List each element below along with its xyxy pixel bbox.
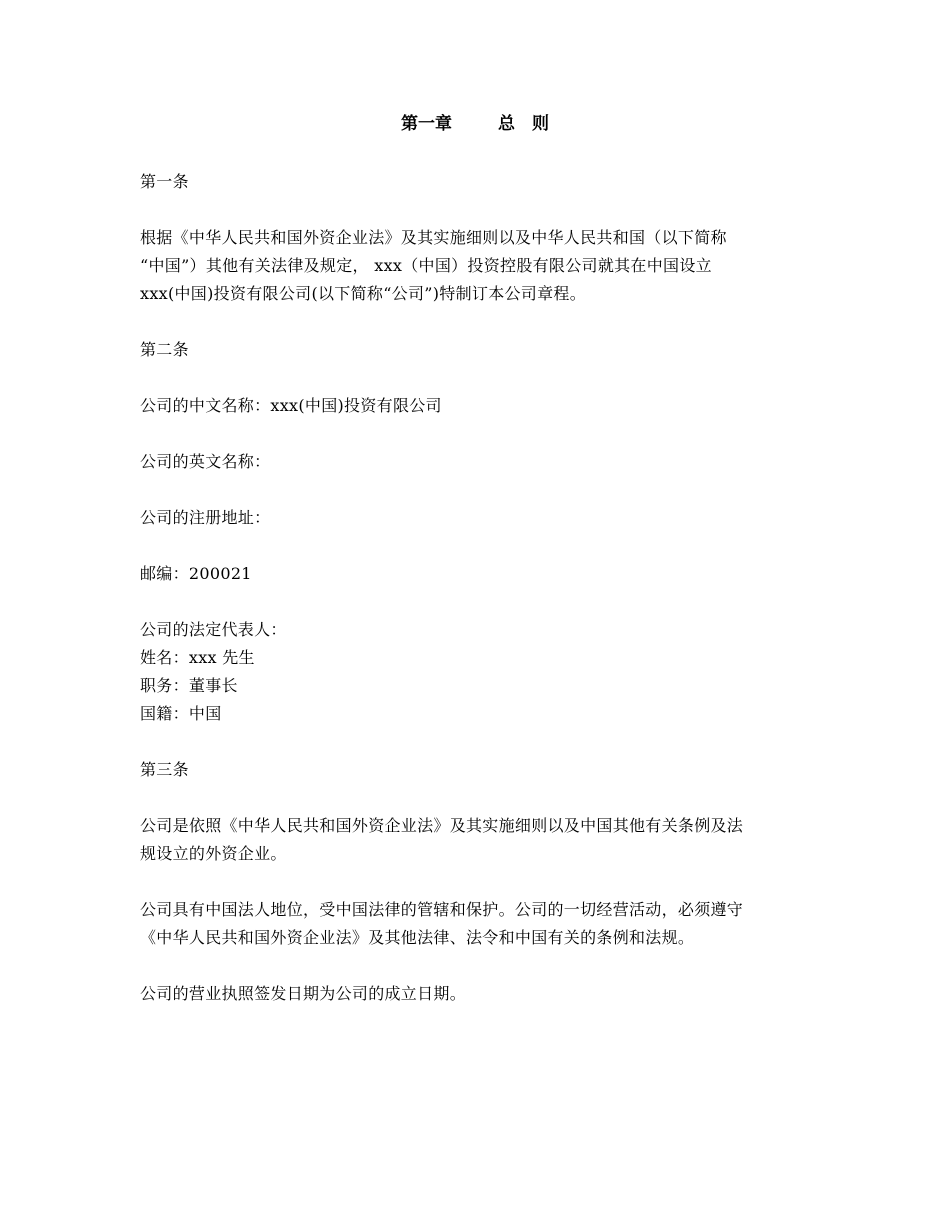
legal-representative-heading: 公司的法定代表人：	[140, 620, 287, 639]
article-3-p2-line-2: 《中华人民共和国外资企业法》及其他法律、法令和中国有关的条例和法规。	[140, 928, 695, 947]
representative-name: 姓名：xxx 先生	[140, 648, 255, 667]
registered-address: 公司的注册地址：	[140, 508, 271, 527]
article-3-paragraph-2	[140, 896, 820, 952]
representative-title: 职务：董事长	[140, 676, 238, 695]
representative-nationality: 国籍：中国	[140, 704, 222, 723]
chapter-name: 总 则	[498, 114, 549, 134]
chapter-title	[0, 112, 950, 136]
article-1-heading: 第一条	[140, 172, 189, 191]
article-3-p1-line-1: 公司是依照《中华人民共和国外资企业法》及其实施细则以及中国其他有关条例及法	[140, 816, 744, 835]
article-2-heading: 第二条	[140, 340, 189, 359]
chapter-number: 第一章	[401, 114, 452, 134]
postcode: 邮编：200021	[140, 564, 252, 583]
legal-representative	[140, 616, 820, 728]
article-1-line-3: xxx(中国)投资有限公司(以下简称“公司”)特制订本公司章程。	[140, 284, 586, 303]
article-3-paragraph-1	[140, 812, 820, 868]
company-english-name: 公司的英文名称：	[140, 452, 271, 471]
company-chinese-name: 公司的中文名称：xxx(中国)投资有限公司	[140, 396, 442, 415]
article-1-line-2: “中国”）其他有关法律及规定， xxx（中国）投资控股有限公司就其在中国设立	[140, 256, 712, 275]
article-3-heading: 第三条	[140, 760, 189, 779]
article-3-p2-line-1: 公司具有中国法人地位，受中国法律的管辖和保护。公司的一切经营活动，必须遵守	[140, 900, 744, 919]
article-3-paragraph-3: 公司的营业执照签发日期为公司的成立日期。	[140, 984, 467, 1003]
article-1-body	[140, 224, 820, 308]
article-3-p1-line-2: 规设立的外资企业。	[140, 844, 287, 863]
article-1-line-1: 根据《中华人民共和国外资企业法》及其实施细则以及中华人民共和国（以下简称	[140, 228, 727, 247]
